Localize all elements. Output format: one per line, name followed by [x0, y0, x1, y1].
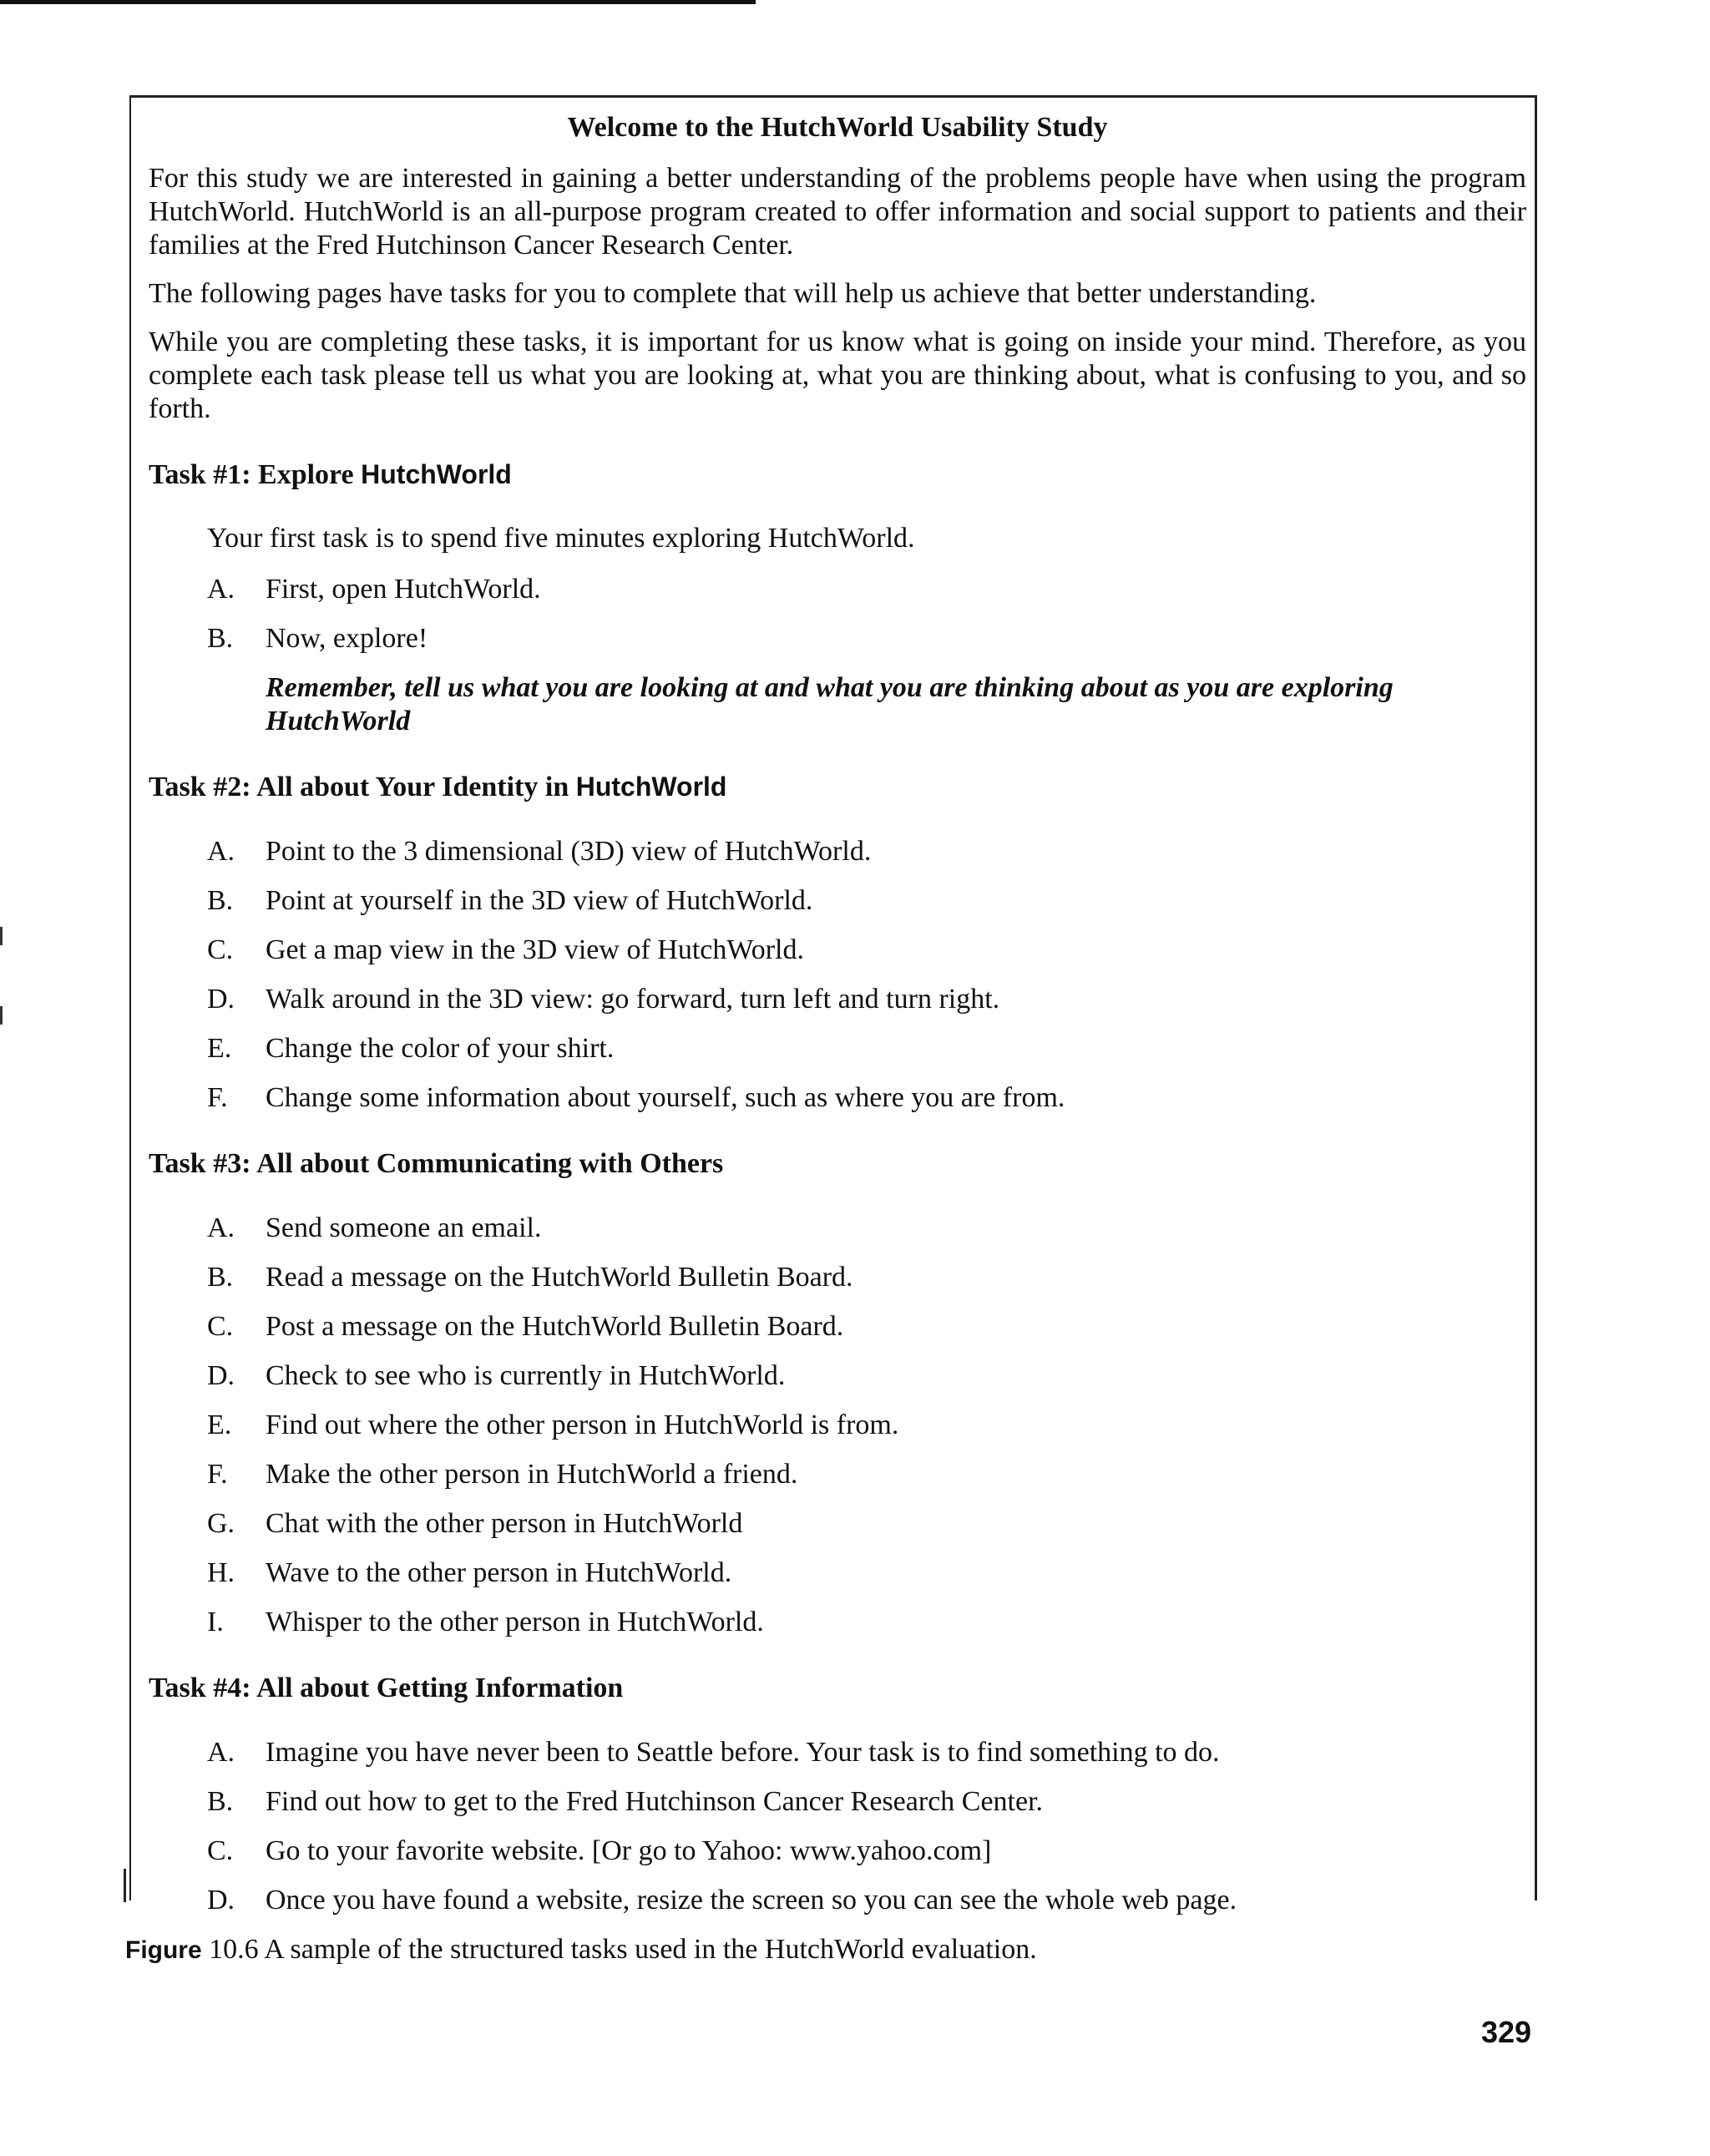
task-3-heading: Task #3: All about Communicating with Others: [149, 1148, 724, 1179]
figure-caption-text: A sample of the structured tasks used in the HutchWorld evaluation.: [264, 1934, 1037, 1965]
task-2-steps: [149, 835, 1526, 1115]
step-text: Go to your favorite website. [Or go to Yahoo: www.yahoo.com]: [266, 1835, 992, 1866]
step-letter: A.: [207, 836, 235, 867]
list-item: [207, 934, 1526, 967]
task-2-heading-brand: HutchWorld: [575, 772, 727, 802]
list-item: [207, 1884, 1526, 1917]
step-letter: C.: [207, 1311, 234, 1342]
task-1-intro: Your first task is to spend five minutes exploring HutchWorld.: [207, 523, 915, 554]
step-letter: I.: [207, 1607, 224, 1637]
step-text: Chat with the other person in HutchWorld: [266, 1508, 743, 1539]
step-text: Once you have found a website, resize the screen so you can see the whole web page.: [266, 1885, 1237, 1916]
step-letter: C.: [207, 934, 234, 965]
step-text: Change some information about yourself, such as where you are from.: [266, 1082, 1065, 1113]
sheet-title: Welcome to the HutchWorld Usability Study: [567, 112, 1108, 143]
list-item: [207, 983, 1526, 1016]
step-text: Walk around in the 3D view: go forward, turn left and turn right.: [266, 984, 1000, 1015]
edge-mark: [0, 927, 3, 945]
intro-paragraph: The following pages have tasks for you to complete that will help us achieve that better understanding.: [149, 278, 1317, 309]
figure-caption: [125, 1934, 1037, 1966]
step-letter: B.: [207, 1262, 234, 1293]
list-item: [207, 1556, 1526, 1590]
step-text: Whisper to the other person in HutchWorld.: [266, 1607, 764, 1637]
figure-label: Figure: [125, 1936, 202, 1964]
step-text: Change the color of your shirt.: [266, 1033, 615, 1064]
step-letter: F.: [207, 1082, 228, 1113]
task-4-heading: Task #4: All about Getting Information: [149, 1673, 624, 1703]
task-sheet: [149, 109, 1526, 1933]
step-letter: B.: [207, 885, 234, 916]
step-letter: B.: [207, 1786, 234, 1817]
task-1-heading-brand: HutchWorld: [361, 459, 512, 489]
step-text: Check to see who is currently in HutchWorld.: [266, 1360, 786, 1391]
list-item: [207, 835, 1526, 868]
step-text: Post a message on the HutchWorld Bulletin Board.: [266, 1311, 844, 1342]
step-text: Find out where the other person in HutchWorld is from.: [266, 1409, 899, 1440]
task-2-heading-prefix: Task #2: All about Your Identity in: [149, 772, 576, 802]
step-text: Make the other person in HutchWorld a friend.: [266, 1459, 798, 1490]
list-item: [207, 1310, 1526, 1344]
list-item: [207, 1835, 1526, 1868]
step-letter: D.: [207, 984, 235, 1015]
step-letter: A.: [207, 574, 235, 605]
top-rule: [0, 0, 756, 4]
list-item: [207, 1458, 1526, 1491]
step-letter: D.: [207, 1360, 235, 1391]
list-item: [207, 1261, 1526, 1294]
list-item: [207, 622, 1526, 655]
step-letter: B.: [207, 623, 234, 654]
list-item: [207, 884, 1526, 918]
step-letter: H.: [207, 1557, 235, 1588]
step-text: Get a map view in the 3D view of HutchWorld.: [266, 934, 804, 965]
intro-paragraph: For this study we are interested in gaining a better understanding of the problems people have when using the program HutchWorld. HutchWorld is an all-purpose program created to offer information and social support to patients and their families at the Fred Hutchinson Cancer Research Center.: [149, 163, 1526, 261]
list-item: [207, 1606, 1526, 1639]
step-letter: A.: [207, 1212, 235, 1243]
task-4-steps: [149, 1736, 1526, 1917]
step-text: Send someone an email.: [266, 1212, 542, 1243]
list-item: [207, 1359, 1526, 1393]
step-text: First, open HutchWorld.: [266, 574, 541, 605]
list-item: [207, 1409, 1526, 1442]
list-item: [207, 1212, 1526, 1245]
list-item: [207, 1785, 1526, 1819]
step-letter: C.: [207, 1835, 234, 1866]
list-item: [207, 573, 1526, 606]
step-text: Find out how to get to the Fred Hutchinson Cancer Research Center.: [266, 1786, 1044, 1817]
list-item: [207, 1032, 1526, 1065]
list-item: [207, 1507, 1526, 1541]
frame-left-tick: [124, 1869, 126, 1902]
step-letter: F.: [207, 1459, 228, 1490]
step-text: Point to the 3 dimensional (3D) view of HutchWorld.: [266, 836, 872, 867]
task-1-heading: [149, 459, 1526, 491]
step-text: Now, explore!: [266, 623, 428, 654]
step-letter: G.: [207, 1508, 235, 1539]
task-1-steps: [149, 573, 1526, 655]
step-text: Read a message on the HutchWorld Bulletin Board.: [266, 1262, 853, 1293]
task-3-steps: [149, 1212, 1526, 1639]
task-2-heading: [149, 772, 1526, 803]
step-text: Point at yourself in the 3D view of HutchWorld.: [266, 885, 813, 916]
page-number: 329: [1481, 2015, 1532, 2049]
step-text: Wave to the other person in HutchWorld.: [266, 1557, 732, 1588]
task-1-reminder: Remember, tell us what you are looking at and what you are thinking about as you are exploring HutchWorld: [266, 672, 1394, 736]
intro-paragraph: While you are completing these tasks, it is important for us know what is going on inside your mind. Therefore, as you complete each task please tell us what you are looking at, what you are thinking about, what is confusing to you, and so forth.: [149, 326, 1526, 424]
step-letter: A.: [207, 1737, 235, 1768]
task-1-heading-prefix: Task #1: Explore: [149, 459, 362, 490]
list-item: [207, 1736, 1526, 1769]
step-letter: E.: [207, 1409, 232, 1440]
step-letter: E.: [207, 1033, 232, 1064]
edge-mark: [0, 1006, 3, 1025]
step-text: Imagine you have never been to Seattle before. Your task is to find something to do.: [266, 1737, 1220, 1768]
figure-number: 10.6: [209, 1934, 259, 1965]
step-letter: D.: [207, 1885, 235, 1916]
list-item: [207, 1081, 1526, 1115]
